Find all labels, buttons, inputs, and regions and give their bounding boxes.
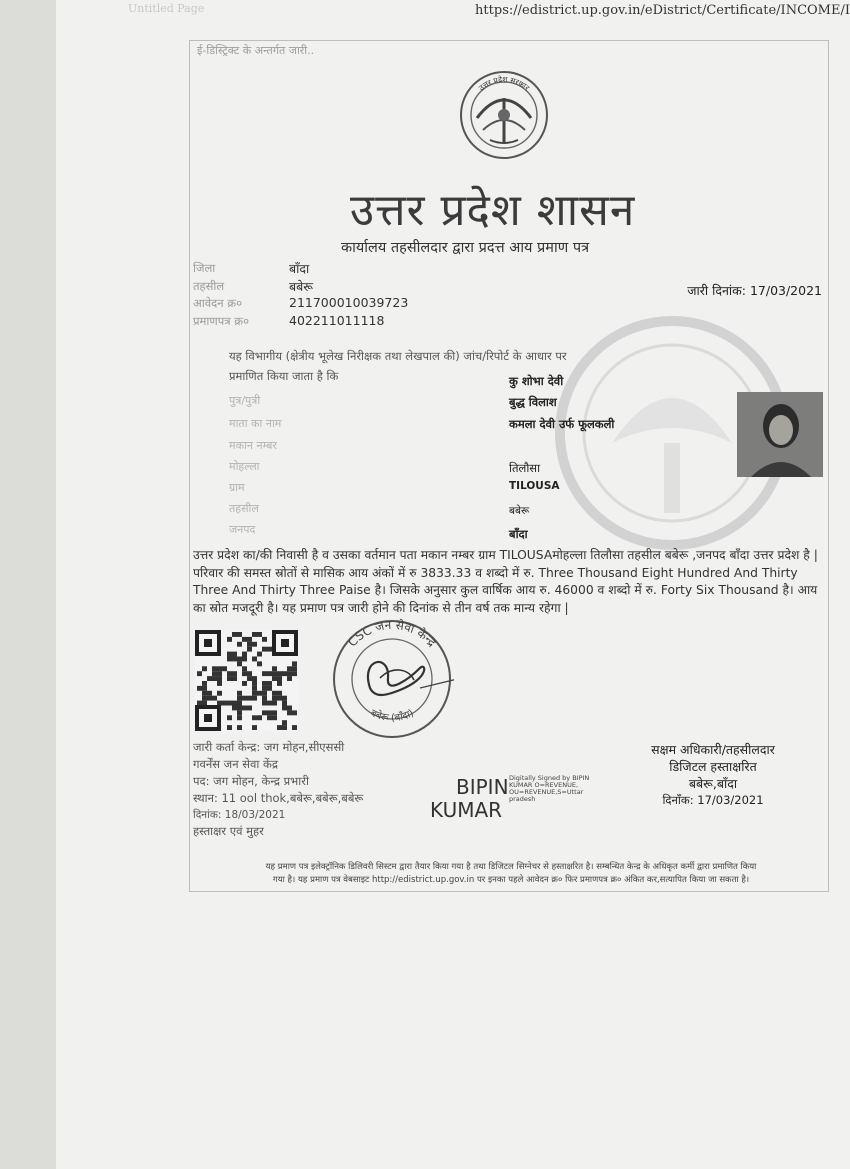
center-date: दिनांक: 18/03/2021 [193,809,286,821]
signer-last-name: KUMAR [430,798,503,822]
application-no-label: आवेदन क्र० [193,296,243,310]
mohalla-value: तिलौसा [509,461,541,475]
certificate-no-label: प्रमाणपत्र क्र० [193,314,250,328]
village-label: ग्राम [229,481,245,494]
intro-line-1: यह विभागीय (क्षेत्रीय भूलेख निरीक्षक तथा लेखपाल की) जांच/रिपोर्ट के आधार पर [229,349,567,363]
footer-line-1: यह प्रमाण पत्र इलेक्ट्रॉनिक डिलिवरी सिस्टम द्वारा तैयार किया गया है तथा डिजिटल सिग्नेचर से हस्ताक्षरित है। सम्बन्धित केन्द्र के अधिकृत कर्मी द्वारा प्रमाणित किया [265,862,757,872]
applicant-name: कु शोभा देवी [509,374,564,388]
signer-first-name: BIPIN [456,775,509,799]
mother-name: कमला देवी उर्फ फूलकली [509,417,615,431]
mother-label: माता का नाम [229,417,282,430]
village-value: TILOUSA [509,480,560,492]
applicant-photo [737,392,823,477]
issuing-center: जारी कर्ता केन्द्र: जग मोहन,सीएससी [193,740,345,754]
tehsil-field-value: बबेरू [509,505,530,517]
csc-seal-stamp [330,618,454,740]
sign-and-seal: हस्ताक्षर एवं मुहर [193,824,264,838]
application-no-value: 211700010039723 [289,295,409,310]
father-label: पुत्र/पुत्री [229,394,261,407]
intro-line-2: प्रमाणित किया जाता है कि [229,369,339,383]
digital-signature-details: Digitally Signed by BIPIN KUMAR O=REVENUE, OU=REVENUE,S=Uttar pradesh [509,774,590,803]
district-field-label: जनपद [229,523,256,536]
footer-note [196,861,826,887]
svg-text:CSC जन सेवा केन्द्र [345,618,439,650]
officer-designation: सक्षम अधिकारी/तहसीलदार [651,742,775,757]
stamp-top-text: CSC जन सेवा केन्द्र [345,618,439,650]
svg-text:उत्तर प्रदेश सरकार [477,75,532,93]
place: स्थान: 11 ool thok,बबेरू,बबेरू,बबेरू [193,791,364,805]
emblem-caption [457,70,551,160]
emblem-text: उत्तर प्रदेश सरकार [477,74,532,93]
svg-text:बबेरू (बाँदा) [368,708,415,724]
officer-location: बबेरू,बाँदा [688,776,738,791]
tehsil-label: तहसील [193,279,225,293]
mohalla-label: मोहल्ला [229,460,260,473]
tehsil-field-label: तहसील [229,502,259,515]
digitally-signed-label: डिजिटल हस्ताक्षरित [669,759,757,774]
officer-date: दिनाँक: 17/03/2021 [662,793,764,807]
browser-page-title: Untitled Page [128,2,205,15]
browser-url: https://edistrict.up.gov.in/eDistrict/Certificate/INCOME/I [475,3,850,18]
district-value: बाँदा [289,261,310,276]
certificate-subtitle: कार्यालय तहसीलदार द्वारा प्रदत्त आय प्रमाण पत्र [341,240,590,256]
issued-under-edistrict: ई-डिस्ट्रिक्ट के अन्तर्गत जारी.. [197,44,315,57]
tehsil-value: बबेरू [289,279,313,294]
house-no-label: मकान नम्बर [229,439,277,452]
designation: पद: जग मोहन, केन्द्र प्रभारी [193,774,309,788]
main-title: उत्तर प्रदेश शासन [350,185,636,236]
center-type: गवर्नेंस जन सेवा केंद्र [193,757,278,771]
district-label: जिला [193,261,216,275]
scan-margin [0,0,56,1169]
certificate-body-text: उत्तर प्रदेश का/की निवासी है व उसका वर्तमान पता मकान नम्बर ग्राम TILOUSAमोहल्ला तिलौसा तहसील बबेरू ,जनपद बाँदा उत्तर प्रदेश है | परिवार की समस्त स्रोतों से मासिक आय अंकों में रु 3833.33 व शब्दो में रु. Three Thousand Eight Hundred And Thirty Three And Thirty Three Paise है। जिसके अनुसार कुल वार्षिक आय रु. 46000 व शब्दो में रु. Forty Six Thousand है। आय का स्रोत मजदूरी है। यह प्रमाण पत्र जारी होने की दिनांक से तीन वर्ष तक मान्य रहेगा | [193,548,818,615]
issue-date: जारी दिनांक: 17/03/2021 [687,283,822,298]
stamp-bottom-text: बबेरू (बाँदा) [368,707,416,724]
qr-code-icon [195,630,298,731]
footer-line-2: गया है। यह प्रमाण पत्र वेबसाइट http://edistrict.up.gov.in पर इनका पहले आवेदन क्र० फिर प्रमाणपत्र क्र० अंकित कर,सत्यापित किया जा सकता है। [272,875,750,885]
certificate-no-value: 402211011118 [289,313,385,328]
father-name: बुद्ध विलाश [509,395,557,409]
district-field-value: बाँदा [509,527,528,541]
